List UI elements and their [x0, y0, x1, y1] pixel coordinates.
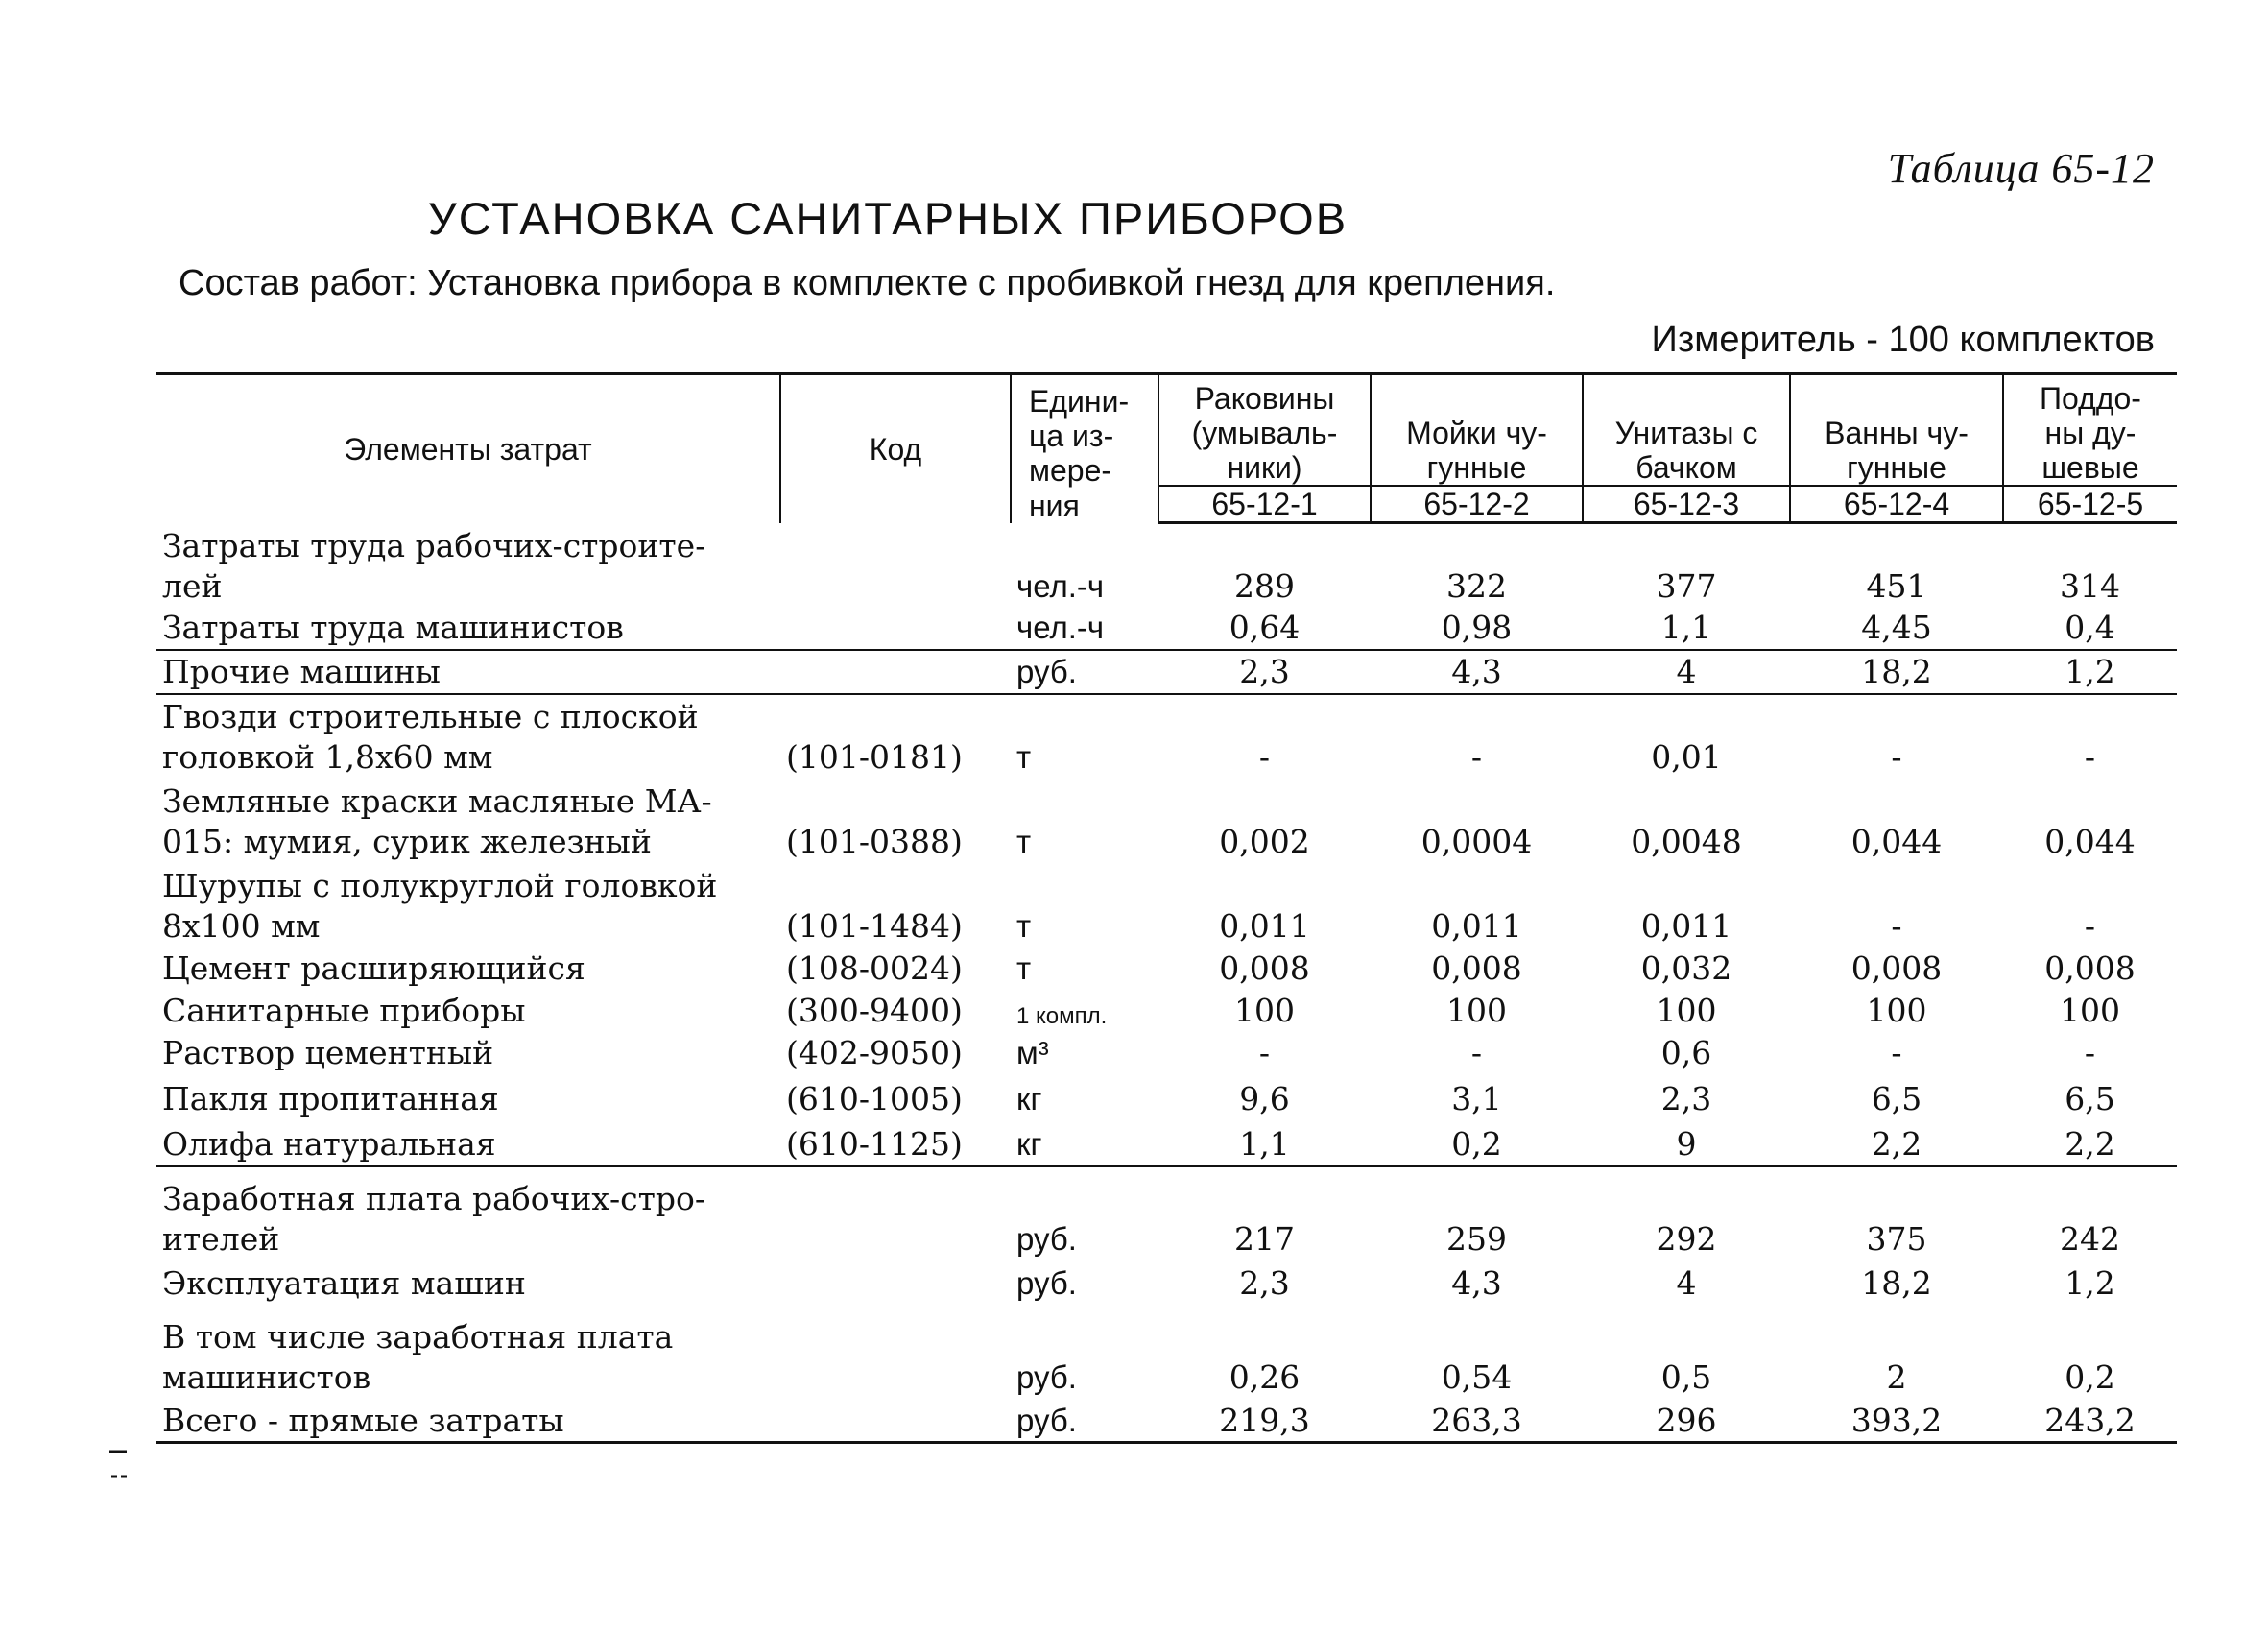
row-code	[780, 1305, 1011, 1399]
row-value-1: 0,008	[1219, 949, 1310, 988]
row-name: Эксплуатация машин	[162, 1264, 526, 1303]
row-value-5: 0,008	[2044, 949, 2136, 988]
row-value-1: 9,6	[1239, 1080, 1290, 1118]
row-value-2: 0,2	[1451, 1125, 1502, 1164]
row-value-2: 259	[1371, 1166, 1583, 1261]
row-value-4: 4,45	[1790, 608, 2003, 650]
row-name: Олифа натуральная	[162, 1125, 496, 1164]
header-row	[156, 374, 2177, 487]
table-row	[156, 1166, 2177, 1261]
row-value-4: 100	[1866, 992, 1927, 1030]
table-row	[156, 863, 2177, 948]
cost-table	[156, 372, 2177, 1444]
row-code: (108-0024)	[786, 949, 963, 988]
row-name: Земляные краски масляные МА- 015: мумия, сурик железный	[162, 782, 712, 861]
row-code: (610-1005)	[786, 1080, 963, 1118]
row-value-4: 18,2	[1861, 1264, 1932, 1303]
row-value-4: -	[1790, 694, 2003, 779]
row-code: (610-1125)	[786, 1125, 963, 1164]
table-row	[156, 523, 2177, 608]
column-code-3: 65-12-3	[1583, 486, 1790, 523]
row-value-5: 1,2	[2003, 650, 2177, 694]
row-value-3: 9	[1676, 1125, 1697, 1164]
row-value-2: 0,54	[1441, 1358, 1513, 1397]
row-name: Раствор цементный	[162, 1034, 494, 1072]
row-code	[780, 608, 1011, 650]
header-col-1: Раковины (умываль- ники)	[1158, 374, 1371, 487]
row-unit: т	[1016, 950, 1032, 987]
row-value-3: 4	[1676, 1264, 1697, 1303]
row-value-5: -	[2084, 1034, 2096, 1072]
row-code	[780, 1166, 1011, 1261]
row-value-1: -	[1158, 694, 1371, 779]
row-name: Санитарные приборы	[162, 992, 526, 1030]
row-name: Затраты труда машинистов	[156, 608, 780, 650]
measure-unit: Измеритель - 100 комплектов	[1651, 320, 2155, 360]
row-value-2: 0,008	[1431, 949, 1522, 988]
row-value-1: 0,26	[1229, 1358, 1301, 1397]
table-row	[156, 1120, 2177, 1166]
row-value-4: 6,5	[1871, 1080, 1922, 1118]
row-code: (300-9400)	[786, 992, 963, 1030]
row-value-2: -	[1470, 1034, 1483, 1072]
row-code: (101-0181)	[780, 694, 1011, 779]
row-value-5: 0,4	[2003, 608, 2177, 650]
row-value-2: 4,3	[1371, 650, 1583, 694]
table-row	[156, 608, 2177, 650]
column-code-5: 65-12-5	[2003, 486, 2177, 523]
row-value-3: 0,5	[1660, 1358, 1712, 1397]
table-row	[156, 1399, 2177, 1443]
row-value-3: 0,032	[1640, 949, 1732, 988]
row-name: Затраты труда рабочих-строите- лей	[162, 527, 706, 606]
row-value-5: 0,2	[2065, 1358, 2115, 1397]
row-code	[780, 650, 1011, 694]
row-value-1: 0,64	[1158, 608, 1371, 650]
scan-mark-icon	[107, 1448, 129, 1480]
row-value-3: 0,011	[1640, 907, 1732, 946]
table-title: УСТАНОВКА САНИТАРНЫХ ПРИБОРОВ	[427, 193, 1349, 244]
column-code-1: 65-12-1	[1158, 486, 1371, 523]
row-value-4: 18,2	[1790, 650, 2003, 694]
row-value-3: 0,01	[1583, 694, 1790, 779]
header-col-2: Мойки чу- гунные	[1371, 374, 1583, 487]
table-row	[156, 779, 2177, 863]
row-value-2: 263,3	[1371, 1399, 1583, 1443]
header-col-5: Поддо- ны ду- шевые	[2003, 374, 2177, 487]
row-code: (402-9050)	[786, 1034, 963, 1072]
row-name: Прочие машины	[156, 650, 780, 694]
row-name: В том числе заработная плата машинистов	[162, 1318, 674, 1397]
row-code	[780, 523, 1011, 608]
row-value-5: 0,044	[2044, 823, 2136, 861]
row-value-1: 100	[1234, 992, 1295, 1030]
row-code	[780, 1261, 1011, 1305]
row-value-4: 2,2	[1871, 1125, 1922, 1164]
row-value-2: 0,98	[1371, 608, 1583, 650]
row-value-2: -	[1371, 694, 1583, 779]
row-value-3: 0,0048	[1631, 823, 1742, 861]
table-row	[156, 1074, 2177, 1120]
row-value-4: 2	[1886, 1358, 1907, 1397]
table-row	[156, 1305, 2177, 1399]
row-value-3: 292	[1583, 1166, 1790, 1261]
row-code: (101-1484)	[786, 907, 963, 946]
row-value-3: 100	[1656, 992, 1717, 1030]
row-value-4: -	[1891, 1034, 1902, 1072]
row-value-1: 1,1	[1239, 1125, 1290, 1164]
row-unit: руб.	[1016, 1359, 1077, 1396]
row-value-1: -	[1258, 1034, 1271, 1072]
row-value-3: 377	[1656, 567, 1717, 606]
row-value-2: 100	[1446, 992, 1507, 1030]
row-value-3: 296	[1583, 1399, 1790, 1443]
table-row	[156, 694, 2177, 779]
row-value-1: 217	[1158, 1166, 1371, 1261]
table-row	[156, 1261, 2177, 1305]
header-unit: Едини- ца из- мере- ния	[1011, 374, 1158, 523]
row-value-2: 3,1	[1451, 1080, 1502, 1118]
row-value-2: 322	[1446, 567, 1507, 606]
row-value-5: 6,5	[2065, 1080, 2115, 1118]
column-code-2: 65-12-2	[1371, 486, 1583, 523]
row-value-1: 2,3	[1158, 650, 1371, 694]
header-col-3: Унитазы с бачком	[1583, 374, 1790, 487]
row-value-3: 4	[1583, 650, 1790, 694]
row-name: Заработная плата рабочих-стро- ителей	[156, 1166, 780, 1261]
header-code: Код	[780, 374, 1011, 523]
row-unit: чел.-ч	[1011, 608, 1158, 650]
row-value-2: 4,3	[1451, 1264, 1502, 1303]
table-row	[156, 1032, 2177, 1074]
row-value-3: 1,1	[1583, 608, 1790, 650]
row-value-5: 1,2	[2065, 1264, 2115, 1303]
row-name: Шурупы с полукруглой головкой 8х100 мм	[162, 867, 718, 946]
table-row	[156, 650, 2177, 694]
row-value-5: 314	[2060, 567, 2120, 606]
row-name: Гвозди строительные с плоской головкой 1,8х60 мм	[156, 694, 780, 779]
row-unit: т	[1011, 694, 1158, 779]
row-unit: кг	[1016, 1081, 1042, 1117]
row-unit: кг	[1016, 1126, 1042, 1163]
row-unit: руб.	[1011, 650, 1158, 694]
row-value-1: 219,3	[1158, 1399, 1371, 1443]
row-value-5: -	[2003, 694, 2177, 779]
row-name: Пакля пропитанная	[162, 1080, 499, 1118]
row-value-5: -	[2084, 907, 2096, 946]
header-col-4: Ванны чу- гунные	[1790, 374, 2003, 487]
work-composition: Состав работ: Установка прибора в комплекте с пробивкой гнезд для крепления.	[179, 263, 1556, 303]
row-value-4: 0,044	[1850, 823, 1943, 861]
table-row	[156, 948, 2177, 990]
row-value-4: 393,2	[1790, 1399, 2003, 1443]
row-unit: т	[1016, 824, 1032, 860]
row-unit: руб.	[1016, 1265, 1077, 1302]
row-value-1: 289	[1234, 567, 1295, 606]
row-value-1: 0,011	[1219, 907, 1310, 946]
column-code-4: 65-12-4	[1790, 486, 2003, 523]
row-value-4: 0,008	[1850, 949, 1943, 988]
row-code	[780, 1399, 1011, 1443]
row-value-3: 2,3	[1660, 1080, 1712, 1118]
table-number: Таблица 65-12	[1887, 145, 2155, 192]
table-row	[156, 990, 2177, 1032]
header-elements: Элементы затрат	[156, 374, 780, 523]
row-value-5: 2,2	[2065, 1125, 2115, 1164]
row-code: (101-0388)	[786, 823, 963, 861]
row-unit: м³	[1016, 1035, 1049, 1071]
row-value-5: 243,2	[2003, 1399, 2177, 1443]
row-value-5: 242	[2003, 1166, 2177, 1261]
row-name: Цемент расширяющийся	[162, 949, 585, 988]
row-unit: т	[1016, 908, 1032, 945]
row-value-5: 100	[2060, 992, 2120, 1030]
row-value-1: 0,002	[1219, 823, 1310, 861]
table-body	[156, 523, 2177, 1443]
row-value-4: 375	[1790, 1166, 2003, 1261]
row-unit: руб.	[1011, 1399, 1158, 1443]
row-value-3: 0,6	[1660, 1034, 1712, 1072]
row-value-4: -	[1891, 907, 1902, 946]
row-value-1: 2,3	[1239, 1264, 1290, 1303]
row-value-4: 451	[1866, 567, 1927, 606]
row-unit: руб.	[1011, 1166, 1158, 1261]
row-unit: чел.-ч	[1016, 568, 1105, 605]
row-name: Всего - прямые затраты	[156, 1399, 780, 1443]
row-unit: 1 компл.	[1016, 1002, 1108, 1029]
row-value-2: 0,011	[1431, 907, 1522, 946]
row-value-2: 0,0004	[1420, 823, 1533, 861]
